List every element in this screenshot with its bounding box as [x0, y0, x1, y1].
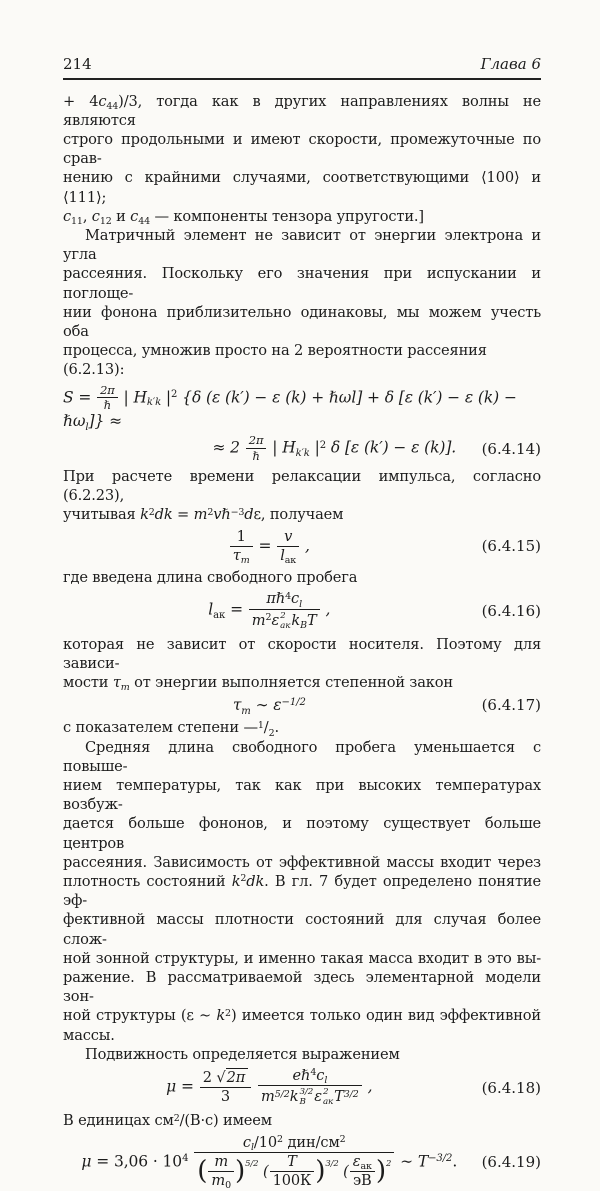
- text-line: В единицах $см^2/(В\cdot с)$ имеем: [63, 1112, 272, 1130]
- equation-number-6-4-15: (6.4.15): [481, 537, 541, 556]
- text-line: массы.: [63, 1026, 115, 1044]
- text-line: которая не зависит от скорости носителя. Поэтому для зависи-: [63, 635, 541, 672]
- equation-6-4-17: [63, 696, 541, 717]
- paragraph-exponent: [63, 718, 541, 737]
- text-line: учитывая $k^2dk$ = $m^2v\hbar^{-3}d\varepsilon$, получаем: [63, 506, 344, 524]
- equation-number-6-4-17: (6.4.17): [481, 696, 541, 715]
- text-line: Матричный элемент не зависит от энергии электрона и угла: [63, 226, 541, 264]
- equation-number-6-4-14: (6.4.14): [481, 439, 541, 458]
- paragraph-mean-free-path-intro: [63, 568, 541, 587]
- equation-6-4-19: [63, 1135, 541, 1190]
- text-line: с показателем степени $—^1/_2$.: [63, 719, 279, 739]
- text-line: нии фонона приблизительно одинаковы, мы можем учесть оба: [63, 303, 541, 340]
- paragraph-units: [63, 1111, 541, 1130]
- page-header: [63, 56, 541, 73]
- text-line: процесса, умножив просто на 2 вероятности рассеяния (6.2.13):: [63, 342, 487, 379]
- equation-6-4-16-body: $l_{ак}$ = $\pi\hbar^4c_l$ $m^2\varepsilon$ 2 ак $k_BT$ ,: [208, 590, 331, 631]
- text-line: строго продольными и имеют скорости, промежуточные по срав-: [63, 130, 541, 168]
- equation-6-4-14-line2: ≈ 2 $\frac{2\pi}{\text{ℏ}}$ | $H_{k'k}$ $|^2$ δ [ε (k′) − ε (k)].: [212, 433, 457, 464]
- text-line: плотность состояний $k^2dk$. В гл. 7 будет определено понятие эф-: [63, 872, 541, 910]
- paragraph-power-law: [63, 635, 541, 693]
- text-line: $c_{11}$, $c_{12}$ и $c_{44}$ — компоненты тензора упругости.]: [63, 207, 424, 227]
- text-line: ной зонной структуры, и именно такая масса входит в это вы-: [63, 949, 541, 967]
- equation-number-6-4-16: (6.4.16): [481, 602, 541, 620]
- paragraph-temperature-dependence: [63, 738, 541, 1045]
- equation-6-4-19-body: $\mu = 3,06 \cdot 10^4$ $c_l/10^2$ дин/$см^2$ ( $\frac{m}{m_0}$ )$^{5/2}$ ( $\frac{T}{100К}$ )$^{3/2}$ ( $\frac{\varepsilon_{ак}}{эВ}$ )$^2$ ∼ $T^{-3/2}$.: [81, 1133, 458, 1191]
- text-line: Средняя длина свободного пробега уменьшается с повыше-: [63, 738, 541, 775]
- text-line: дается больше фононов, и поэтому существует больше центров: [63, 815, 541, 852]
- text-line: мости $\tau_m$ от энергии выполняется степенной закон: [63, 674, 453, 694]
- equation-6-4-17-body: $\tau_m$ ∼ $\varepsilon^{-1/2}$: [232, 696, 306, 717]
- paragraph-matrix-element: [63, 226, 541, 380]
- paragraph-elastic-waves: [63, 92, 541, 226]
- text-line: + $4c_{44})/3$, тогда как в других направлениях волны не являются: [63, 92, 541, 129]
- text-line: рассеяния. Поскольку его значения при испускании и поглоще-: [63, 265, 541, 302]
- text-line: нием температуры, так как при высоких температурах возбуж-: [63, 776, 541, 814]
- equation-6-4-15-body: $\frac{1}{\tau_m}$ = $\frac{v}{l_{ак}}$ ,: [63, 529, 476, 565]
- equation-6-4-18-body: μ = $\frac{2 √2\pi}{3}$ $e\hbar^4c_l$ $m^{5/2}k$ 3/2 B ε 2 ак $T^{3/2}$ ,: [166, 1066, 373, 1108]
- equation-number-6-4-19: (6.4.19): [481, 1152, 541, 1171]
- chapter-label: Глава 6: [480, 55, 541, 73]
- paragraph-relaxation-time: [63, 467, 541, 525]
- text-line: ной структуры (ε ∼ $k^2$) имеется только один вид эффективной: [63, 1007, 541, 1025]
- page-number: 214: [63, 55, 92, 73]
- text-line: Подвижность определяется выражением: [85, 1045, 400, 1063]
- equation-6-4-15: [63, 529, 541, 565]
- header-rule: [63, 78, 541, 80]
- text-line: фективной массы плотности состояний для случая более слож-: [63, 911, 541, 948]
- equation-6-4-18: [63, 1068, 541, 1107]
- equation-6-4-16: [63, 591, 541, 630]
- text-line: ражение. В рассматриваемой здесь элементарной модели зон-: [63, 968, 541, 1006]
- equation-6-4-14-line1: S = $\frac{2\pi}{\text{ℏ}}$ | $H_{k'k}$ $|^2$ {δ (ε (k′) − ε (k) + ℏωl] + δ [ε (k′) − ε (k) − ℏω$_l$]} ≈: [63, 382, 517, 433]
- text-line: нению с крайними случаями, соответствующими ⟨100⟩ и ⟨111⟩;: [63, 169, 541, 206]
- equation-number-6-4-18: (6.4.18): [481, 1078, 541, 1097]
- text-line: рассеяния. Зависимость от эффективной массы входит через: [63, 853, 541, 871]
- text-line: где введена длина свободного пробега: [63, 569, 358, 587]
- paragraph-mobility-intro: [63, 1045, 541, 1064]
- text-line: При расчете времени релаксации импульса, согласно (6.2.23),: [63, 467, 541, 505]
- equation-6-4-14: [63, 384, 541, 463]
